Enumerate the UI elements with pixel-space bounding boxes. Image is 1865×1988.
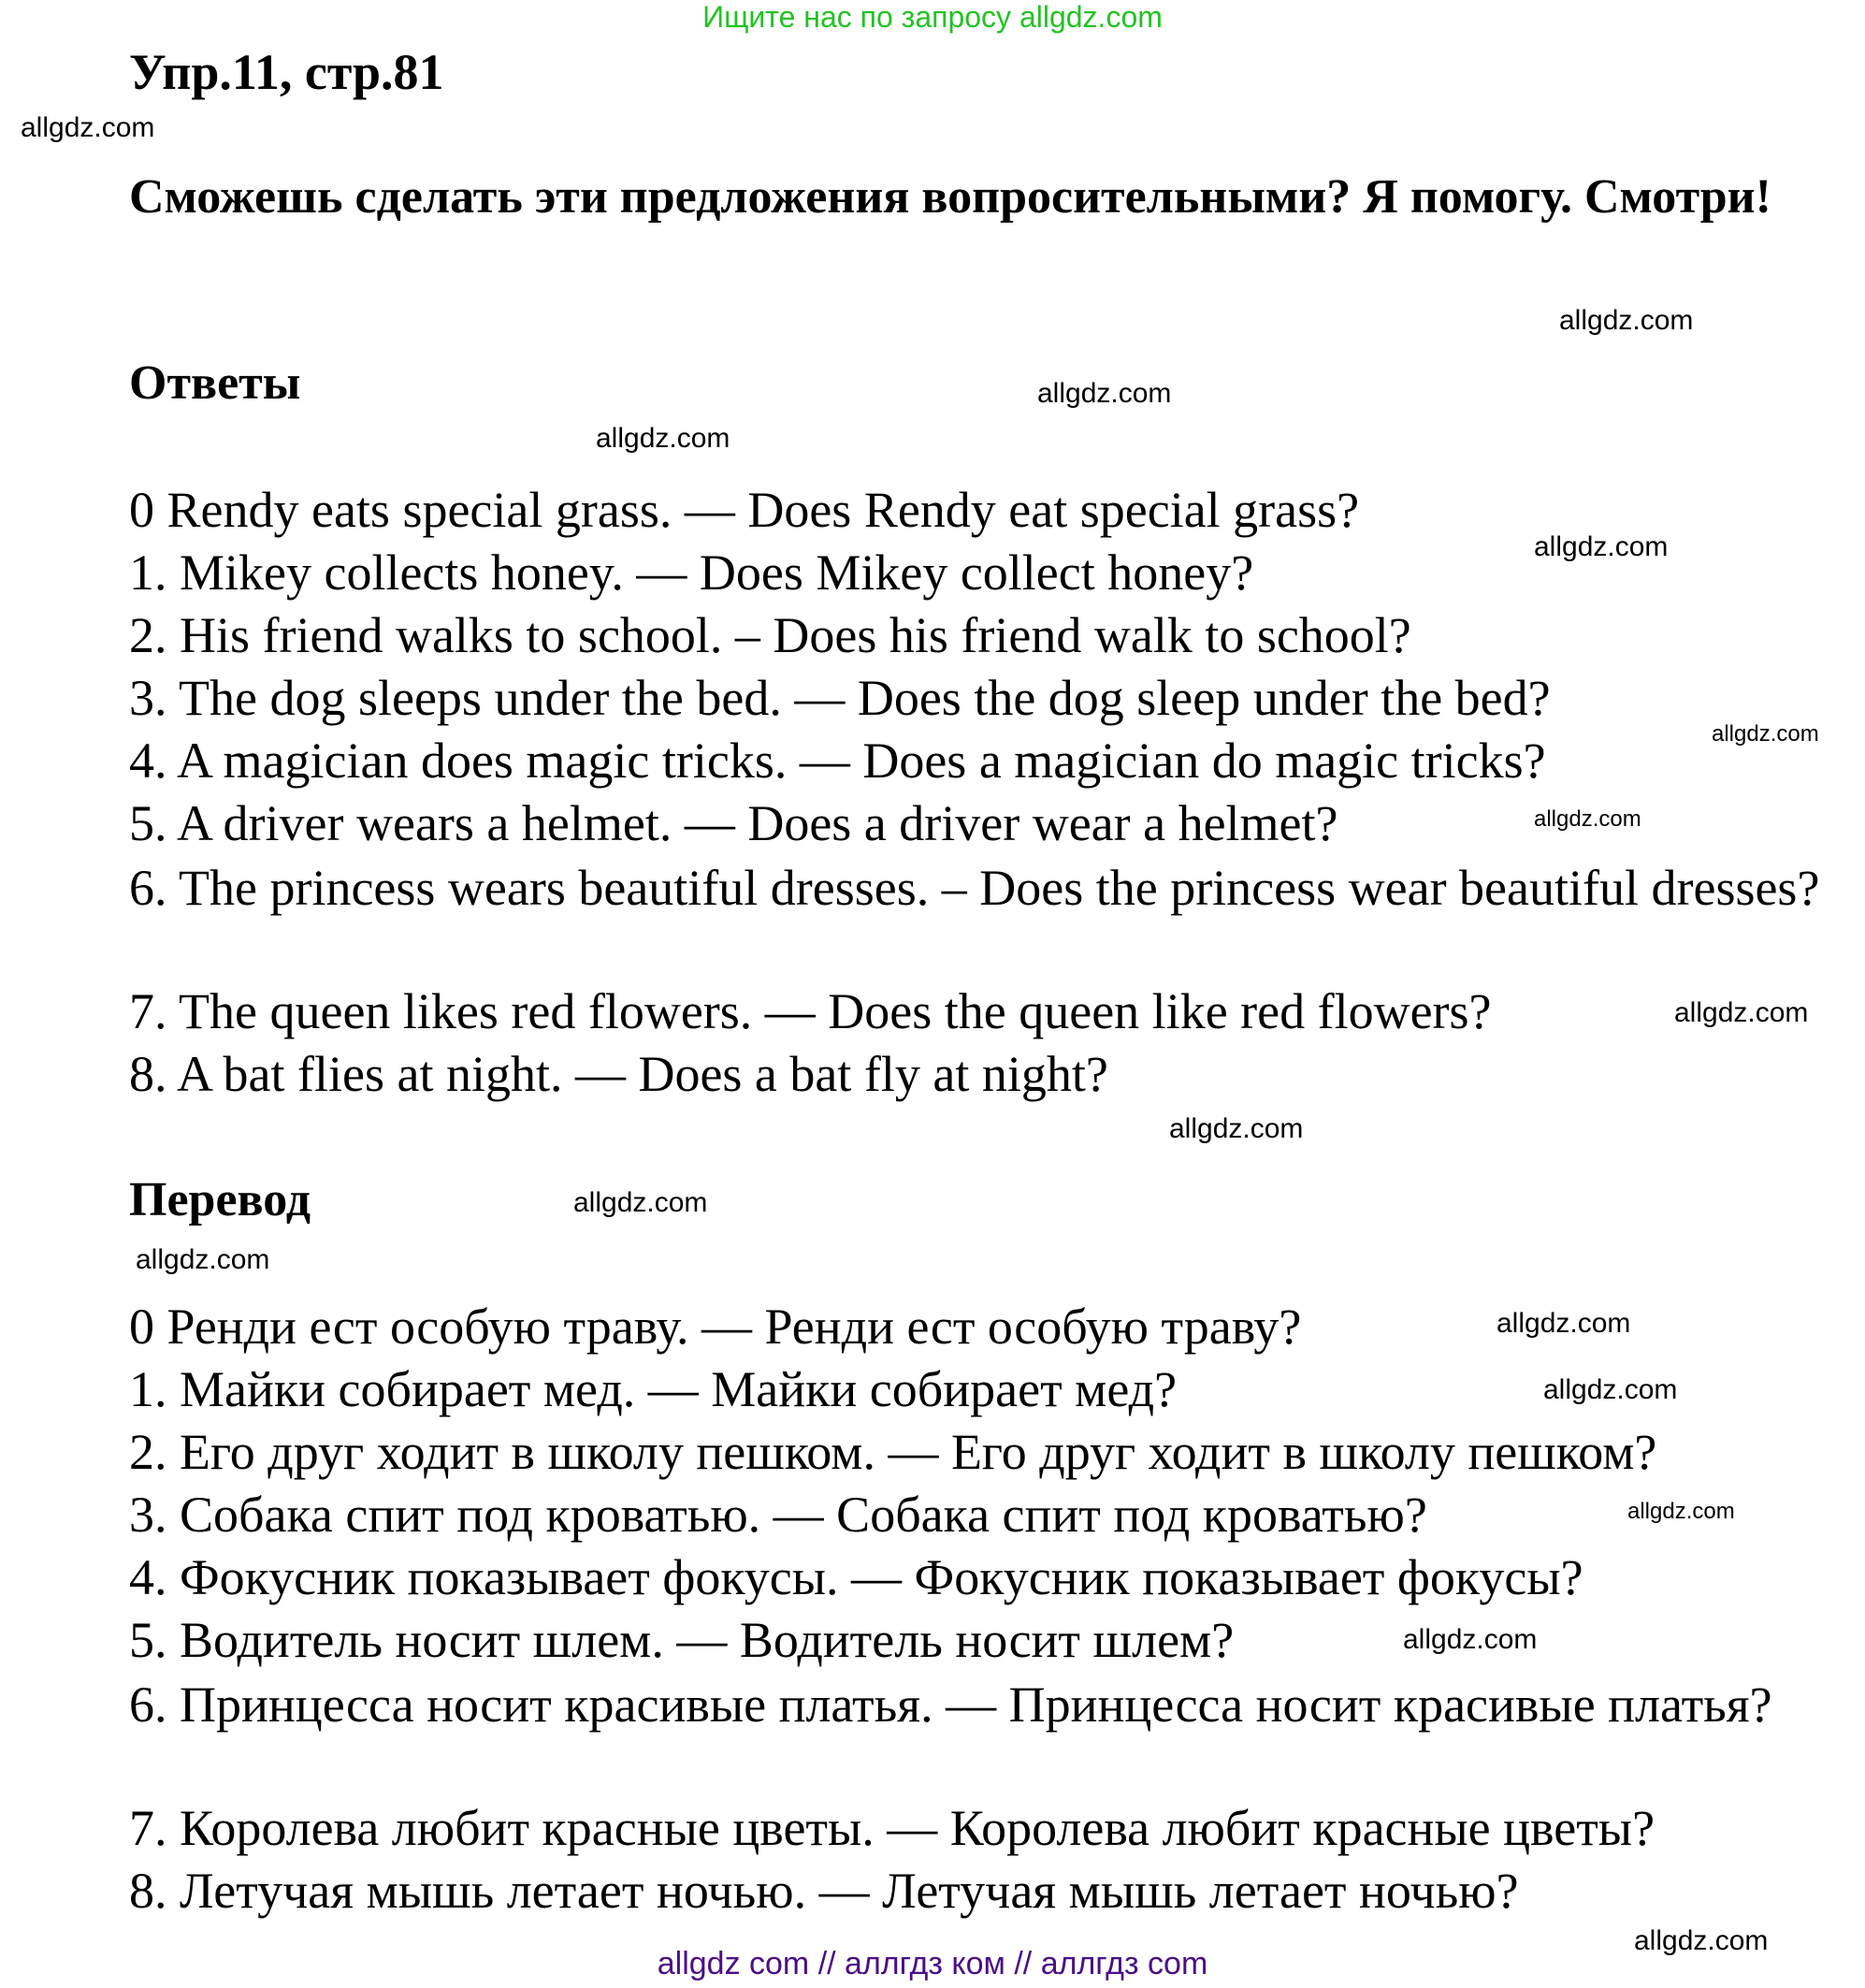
translation-line: 5. Водитель носит шлем. — Водитель носит шлем?	[129, 1612, 1235, 1668]
answer-line: 3. The dog sleeps under the bed. — Does the dog sleep under the bed?	[129, 670, 1551, 726]
translation-line: 8. Летучая мышь летает ночью. — Летучая мышь летает ночью?	[129, 1863, 1519, 1919]
translation-line: 6. Принцесса носит красивые платья. — Принцесса носит красивые платья?	[129, 1676, 1772, 1733]
watermark: allgdz.com	[136, 1244, 270, 1275]
answer-line: 5. A driver wears a helmet. — Does a driver wear a helmet?	[129, 795, 1338, 851]
watermark: allgdz.com	[573, 1187, 708, 1218]
watermark: allgdz.com	[1674, 997, 1809, 1028]
page-title: Упр.11, стр.81	[129, 44, 444, 100]
translation-heading: Перевод	[129, 1173, 311, 1226]
watermark: allgdz.com	[1534, 531, 1669, 562]
translation-line: 3. Собака спит под кроватью. — Собака спит под кроватью?	[129, 1487, 1427, 1543]
answer-line: 8. A bat flies at night. — Does a bat fly at night?	[129, 1046, 1108, 1102]
answer-line: 2. His friend walks to school. – Does his friend walk to school?	[129, 607, 1411, 663]
task-text: Сможешь сделать эти предложения вопросительными? Я помогу. Смотри!	[129, 170, 1771, 224]
answer-line: 0 Rendy eats special grass. — Does Rendy eat special grass?	[129, 482, 1360, 538]
watermark: allgdz.com	[1496, 1308, 1631, 1339]
watermark: allgdz.com	[1169, 1113, 1304, 1144]
footer-watermark: allgdz com // аллгдз ком // аллгдз com	[657, 1946, 1208, 1981]
translation-line: 4. Фокусник показывает фокусы. — Фокусник показывает фокусы?	[129, 1549, 1583, 1605]
watermark: allgdz.com	[1634, 1925, 1769, 1956]
watermark: allgdz.com	[596, 423, 730, 454]
watermark: allgdz.com	[1543, 1374, 1678, 1405]
answer-line: 1. Mikey collects honey. — Does Mikey collect honey?	[129, 544, 1254, 601]
watermark: allgdz.com	[21, 112, 155, 143]
watermark: allgdz.com	[1559, 305, 1694, 336]
watermark: allgdz.com	[1037, 378, 1172, 409]
translation-line: 1. Майки собирает мед. — Майки собирает мед?	[129, 1361, 1178, 1417]
translation-line: 2. Его друг ходит в школу пешком. — Его друг ходит в школу пешком?	[129, 1424, 1657, 1480]
answer-line: 4. A magician does magic tricks. — Does a magician do magic tricks?	[129, 733, 1546, 789]
watermark: allgdz.com	[1627, 1499, 1735, 1524]
answer-line: 6. The princess wears beautiful dresses. – Does the princess wear beautiful dresses?	[129, 860, 1820, 916]
translation-line: 7. Королева любит красные цветы. — Королева любит красные цветы?	[129, 1800, 1655, 1856]
watermark: allgdz.com	[1712, 721, 1819, 747]
answer-line: 7. The queen likes red flowers. — Does the queen like red flowers?	[129, 983, 1492, 1039]
search-banner: Ищите нас по запросу allgdz.com	[702, 0, 1163, 34]
answers-heading: Ответы	[129, 356, 301, 410]
translation-line: 0 Ренди ест особую траву. — Ренди ест особую траву?	[129, 1299, 1302, 1355]
watermark: allgdz.com	[1534, 806, 1641, 832]
watermark: allgdz.com	[1403, 1624, 1538, 1655]
